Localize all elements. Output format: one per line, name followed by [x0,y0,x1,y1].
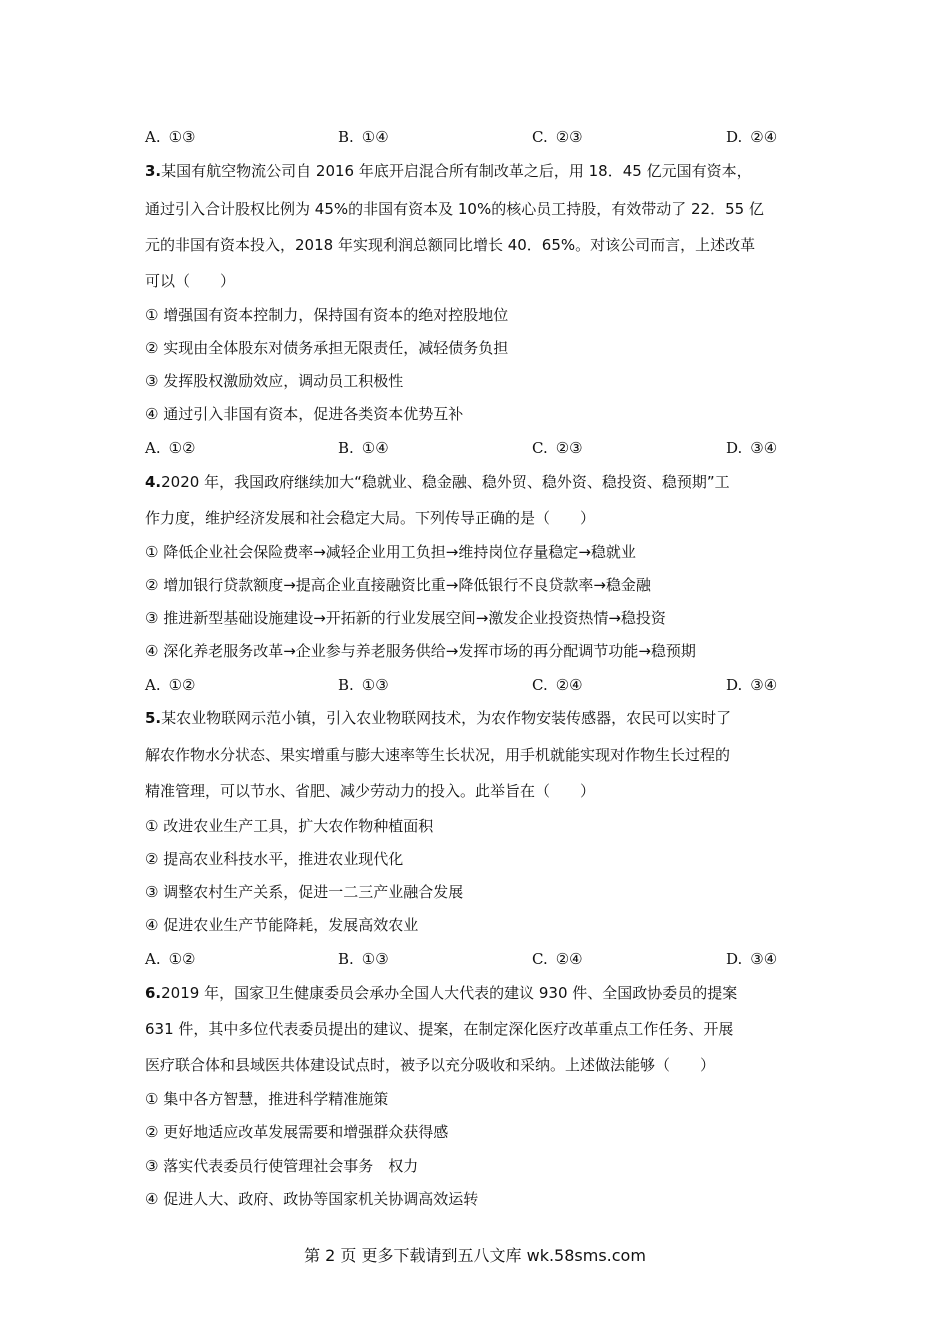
option-b: B. ①③ [338,950,389,968]
option-a: A. ①③ [145,128,196,146]
options-row-q2 [145,126,805,148]
question-4-item-4: ④ 深化养老服务改革→企业参与养老服务供给→发挥市场的再分配调节功能→稳预期 [145,642,696,660]
option-d: D. ③④ [726,950,778,968]
question-3-item-2: ② 实现由全体股东对债务承担无限责任，减轻债务负担 [145,339,509,357]
question-4-stem-line-1: 4.2020 年，我国政府继续加大“稳就业、稳金融、稳外贸、稳外资、稳投资、稳预期”工 [145,473,730,491]
question-3-item-3: ③ 发挥股权激励效应，调动员工积极性 [145,372,404,390]
option-d: D. ③④ [726,676,778,694]
question-6-item-4: ④ 促进人大、政府、政协等国家机关协调高效运转 [145,1190,479,1208]
question-3-stem-line-4: 可以（ ） [145,272,236,290]
question-3-stem-line-1: 3.某国有航空物流公司自 2016 年底开启混合所有制改革之后，用 18．45 亿元国有资本， [145,162,752,180]
question-3-item-1: ① 增强国有资本控制力，保持国有资本的绝对控股地位 [145,306,509,324]
option-a: A. ①② [145,950,196,968]
question-3-stem-line-2: 通过引入合计股权比例为 45%的非国有资本及 10%的核心员工持股，有效带动了 22．55 亿 [145,200,764,218]
page-footer: 第 2 页 更多下载请到五八文库 wk.58sms.com [304,1246,646,1265]
options-row-q5 [145,948,805,970]
question-6-item-1: ① 集中各方智慧，推进科学精准施策 [145,1090,389,1108]
options-row-q3 [145,437,805,459]
question-6-item-2: ② 更好地适应改革发展需要和增强群众获得感 [145,1123,449,1141]
question-6-stem-line-2: 631 件，其中多位代表委员提出的建议、提案，在制定深化医疗改革重点工作任务、开展 [145,1020,734,1038]
question-5-stem-line-2: 解农作物水分状态、果实增重与膨大速率等生长状况，用手机就能实现对作物生长过程的 [145,746,731,764]
question-4-item-3: ③ 推进新型基础设施建设→开拓新的行业发展空间→激发企业投资热情→稳投资 [145,609,666,627]
question-4-item-2: ② 增加银行贷款额度→提高企业直接融资比重→降低银行不良贷款率→稳金融 [145,576,651,594]
option-c: C. ②④ [532,676,583,694]
options-row-q4 [145,674,805,696]
option-a: A. ①② [145,439,196,457]
question-6-stem-line-3: 医疗联合体和县域医共体建设试点时，被予以充分吸收和采纳。上述做法能够（ ） [145,1056,716,1074]
question-6-item-3: ③ 落实代表委员行使管理社会事务 权力 [145,1157,419,1175]
option-c: C. ②④ [532,950,583,968]
option-a: A. ①② [145,676,196,694]
option-d: D. ③④ [726,439,778,457]
question-4-stem-line-2: 作力度，维护经济发展和社会稳定大局。下列传导正确的是（ ） [145,509,596,527]
question-5-item-1: ① 改进农业生产工具，扩大农作物种植面积 [145,817,434,835]
question-5-item-3: ③ 调整农村生产关系，促进一二三产业融合发展 [145,883,464,901]
question-5-item-2: ② 提高农业科技水平，推进农业现代化 [145,850,404,868]
option-c: C. ②③ [532,439,583,457]
option-d: D. ②④ [726,128,778,146]
question-5-stem-line-1: 5.某农业物联网示范小镇，引入农业物联网技术，为农作物安装传感器，农民可以实时了 [145,709,732,727]
option-b: B. ①③ [338,676,389,694]
question-3-item-4: ④ 通过引入非国有资本，促进各类资本优势互补 [145,405,464,423]
option-c: C. ②③ [532,128,583,146]
question-4-item-1: ① 降低企业社会保险费率→减轻企业用工负担→维持岗位存量稳定→稳就业 [145,543,636,561]
question-5-item-4: ④ 促进农业生产节能降耗，发展高效农业 [145,916,419,934]
option-b: B. ①④ [338,128,389,146]
question-6-stem-line-1: 6.2019 年，国家卫生健康委员会承办全国人大代表的建议 930 件、全国政协委员的提案 [145,984,738,1002]
question-5-stem-line-3: 精准管理，可以节水、省肥、减少劳动力的投入。此举旨在（ ） [145,782,596,800]
question-3-stem-line-3: 元的非国有资本投入，2018 年实现利润总额同比增长 40．65%。对该公司而言，上述改革 [145,236,756,254]
option-b: B. ①④ [338,439,389,457]
